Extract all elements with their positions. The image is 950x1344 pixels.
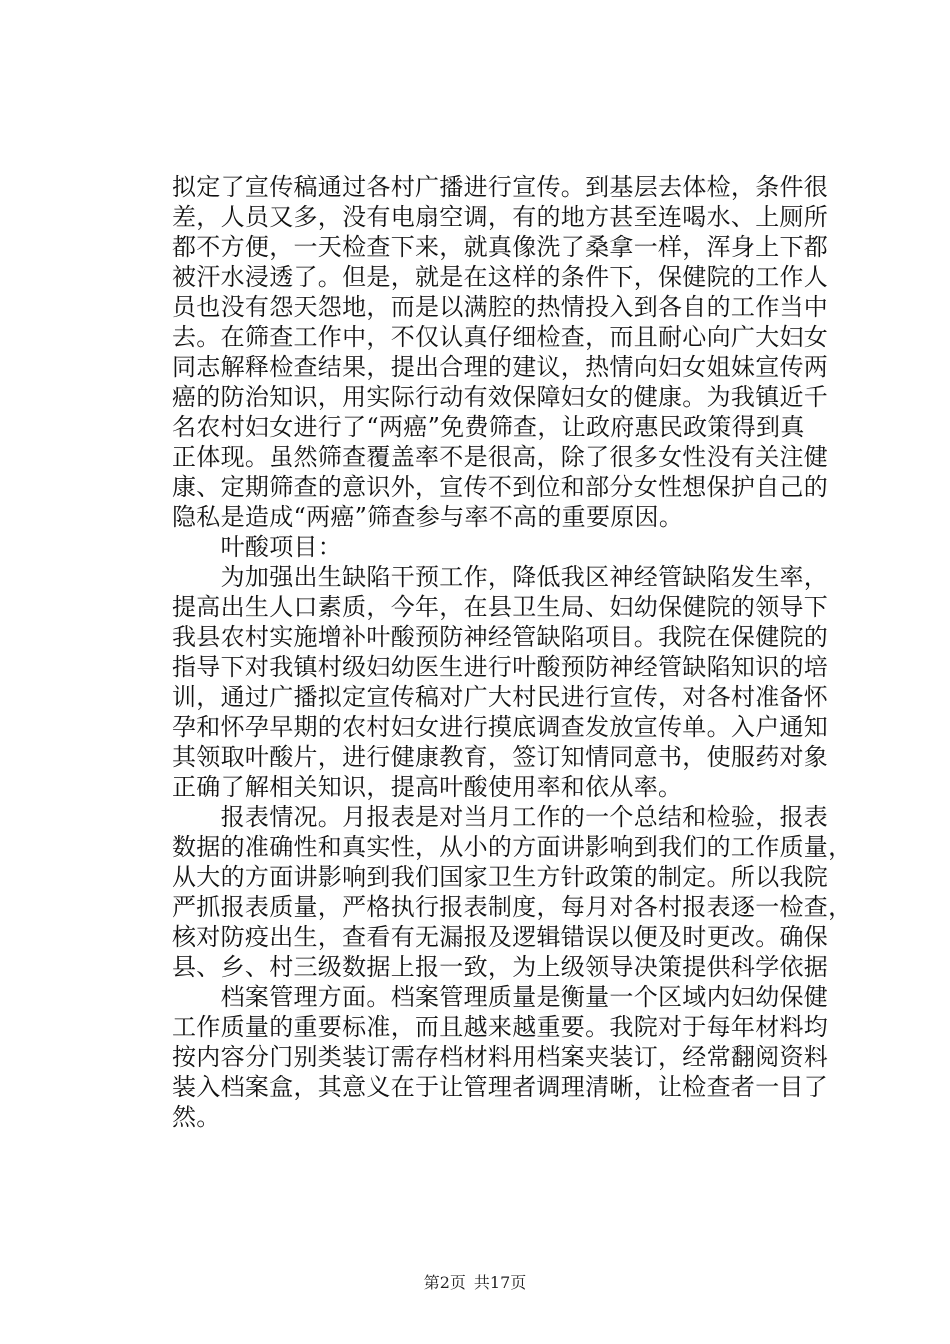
text-line: 名农村妇女进行了“两癌”免费筛查，让政府惠民政策得到真 — [172, 413, 805, 441]
text-line: 都不方便，一天检查下来，就真像洗了桑拿一样，浑身上下都 — [172, 233, 829, 261]
text-line: 员也没有怨天怨地，而是以满腔的热情投入到各自的工作当中 — [172, 293, 829, 321]
text-line: 被汗水浸透了。但是，就是在这样的条件下，保健院的工作人 — [172, 263, 829, 291]
text-line: 装入档案盒，其意义在于让管理者调理清晰，让检查者一目了 — [172, 1073, 829, 1101]
text-line: 康、定期筛查的意识外，宣传不到位和部分女性想保护自己的 — [172, 473, 829, 501]
text-line: 然。 — [172, 1103, 221, 1131]
text-line: 档案管理方面。档案管理质量是衡量一个区域内妇幼保健 — [172, 983, 829, 1011]
text-line: 核对防疫出生，查看有无漏报及逻辑错误以便及时更改。确保 — [172, 923, 829, 951]
text-line: 工作质量的重要标准，而且越来越重要。我院对于每年材料均 — [172, 1013, 829, 1041]
text-line: 报表情况。月报表是对当月工作的一个总结和检验，报表 — [172, 803, 829, 831]
text-line: 数据的准确性和真实性，从小的方面讲影响到我们的工作质量， — [172, 833, 853, 861]
text-line: 差，人员又多，没有电扇空调，有的地方甚至连喝水、上厕所 — [172, 203, 829, 231]
text-line: 其领取叶酸片，进行健康教育，签订知情同意书，使服药对象 — [172, 743, 829, 771]
text-line: 提高出生人口素质，今年，在县卫生局、妇幼保健院的领导下 — [172, 593, 829, 621]
text-line: 我县农村实施增补叶酸预防神经管缺陷项目。我院在保健院的 — [172, 623, 829, 651]
text-line: 严抓报表质量，严格执行报表制度，每月对各村报表逐一检查， — [172, 893, 853, 921]
text-line: 为加强出生缺陷干预工作，降低我区神经管缺陷发生率， — [172, 563, 829, 591]
text-line: 训，通过广播拟定宣传稿对广大村民进行宣传，对各村准备怀 — [172, 683, 829, 711]
text-line: 孕和怀孕早期的农村妇女进行摸底调查发放宣传单。入户通知 — [172, 713, 829, 741]
text-line: 正体现。虽然筛查覆盖率不是很高，除了很多女性没有关注健 — [172, 443, 829, 471]
page-number: 第2页 — [423, 1273, 466, 1292]
text-line: 拟定了宣传稿通过各村广播进行宣传。到基层去体检，条件很 — [172, 173, 829, 201]
text-line: 从大的方面讲影响到我们国家卫生方针政策的制定。所以我院 — [172, 863, 829, 891]
text-line: 指导下对我镇村级妇幼医生进行叶酸预防神经管缺陷知识的培 — [172, 653, 829, 681]
section-heading-folic-acid: 叶酸项目： — [172, 533, 343, 561]
document-body — [172, 172, 853, 1132]
text-line: 县、乡、村三级数据上报一致，为上级领导决策提供科学依据 — [172, 953, 829, 981]
text-line: 去。在筛查工作中，不仅认真仔细检查，而且耐心向广大妇女 — [172, 323, 829, 351]
page-footer — [0, 1273, 950, 1293]
text-line: 正确了解相关知识，提高叶酸使用率和依从率。 — [172, 773, 683, 801]
text-line: 隐私是造成“两癌”筛查参与率不高的重要原因。 — [172, 503, 684, 531]
text-line: 同志解释检查结果，提出合理的建议，热情向妇女姐妹宣传两 — [172, 353, 829, 381]
text-line: 按内容分门别类装订需存档材料用档案夹装订，经常翻阅资料 — [172, 1043, 829, 1071]
page-total: 共17页 — [473, 1273, 527, 1292]
text-line: 癌的防治知识，用实际行动有效保障妇女的健康。为我镇近千 — [172, 383, 829, 411]
